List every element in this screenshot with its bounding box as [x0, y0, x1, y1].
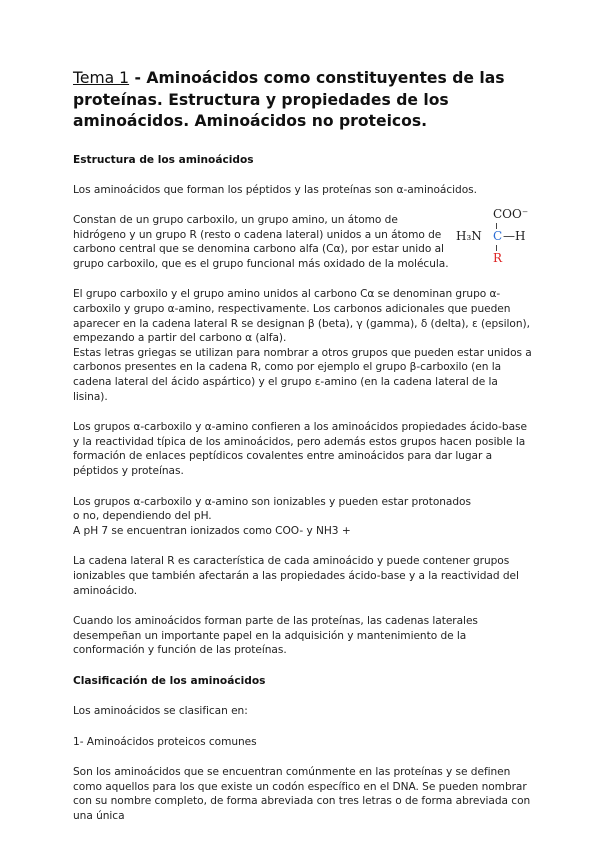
paragraph: La cadena lateral R es característica de cada aminoácido y puede contener grupos ionizables que también afectarán a las propiedades ácido-base y a la reactividad del aminoácido. [73, 555, 519, 597]
paragraph: Son los aminoácidos que se encuentran comúnmente en las proteínas y se definen como aquellos para los que existe un codón específico en el DNA. Se pueden nombrar con su nombre completo, de forma abreviada con tres letras o de forma abreviada con una única [73, 766, 531, 822]
title-tema: Tema 1 [73, 69, 130, 87]
formula-alpha-carbon: C [493, 229, 503, 244]
paragraph: Los aminoácidos que forman los péptidos y las proteínas son α-aminoácidos. [73, 183, 477, 196]
paragraph: Constan de un grupo carboxilo, un grupo amino, un átomo de hidrógeno y un grupo R (resto o cadena lateral) unidos a un átomo de carbono central que se denomina carbono alfa (Cα), por estar unido al grupo carboxilo, que es el grupo funcional más oxidado de la molécula. [73, 214, 449, 270]
title-text: - Aminoácidos como constituyentes de las proteínas. Estructura y propiedades de los aminoácidos. Aminoácidos no proteicos. [73, 69, 505, 130]
paragraph: Estas letras griegas se utilizan para nombrar a otros grupos que pueden estar unidos a carbonos presentes en la cadena R, como por ejemplo el grupo β-carboxilo (en la cadena lateral del ácido aspártico) y el grupo ε-amino (en la cadena lateral de la lisina). [73, 346, 532, 403]
formula-amino: H₃N [456, 229, 482, 244]
paragraph: Cuando los aminoácidos forman parte de las proteínas, las cadenas laterales desempeñan un importante papel en la adquisición y mantenimiento de la conformación y función de las proteínas. [73, 615, 478, 657]
paragraph: Los aminoácidos se clasifican en: [73, 704, 248, 717]
paragraph: Los grupos α-carboxilo y α-amino son ionizables y pueden estar protonados o no, dependiendo del pH. [73, 495, 471, 523]
paragraph: El grupo carboxilo y el grupo amino unidos al carbono Cα se denominan grupo α-carboxilo y grupo α-amino, respectivamente. Los carbonos adicionales que pueden aparecer en la cadena lateral R se designan β (beta), γ (gamma), δ (delta), ε (epsilon), empezando a partir del carbono α (alfa). [73, 288, 530, 345]
section-heading-estructura: Estructura de los aminoácidos [73, 153, 254, 166]
document-page [73, 68, 533, 824]
section-heading-clasificacion: Clasificación de los aminoácidos [73, 674, 266, 687]
formula-hydrogen: —H [503, 229, 526, 244]
formula-r-group: R [493, 251, 503, 266]
paragraph: A pH 7 se encuentran ionizados como COO- y NH3 + [73, 524, 351, 537]
formula-carboxyl: COO⁻ [493, 207, 529, 222]
document-title [73, 68, 533, 133]
amino-acid-structure-formula [456, 207, 536, 273]
paragraph: 1- Aminoácidos proteicos comunes [73, 735, 257, 748]
paragraph-with-formula [73, 207, 533, 271]
paragraph: Los grupos α-carboxilo y α-amino confieren a los aminoácidos propiedades ácido-base y la reactividad típica de los aminoácidos, pero además estos grupos hacen posible la formación de enlaces peptídicos covalentes entre aminoácidos para dar lugar a péptidos y proteínas. [73, 421, 527, 477]
